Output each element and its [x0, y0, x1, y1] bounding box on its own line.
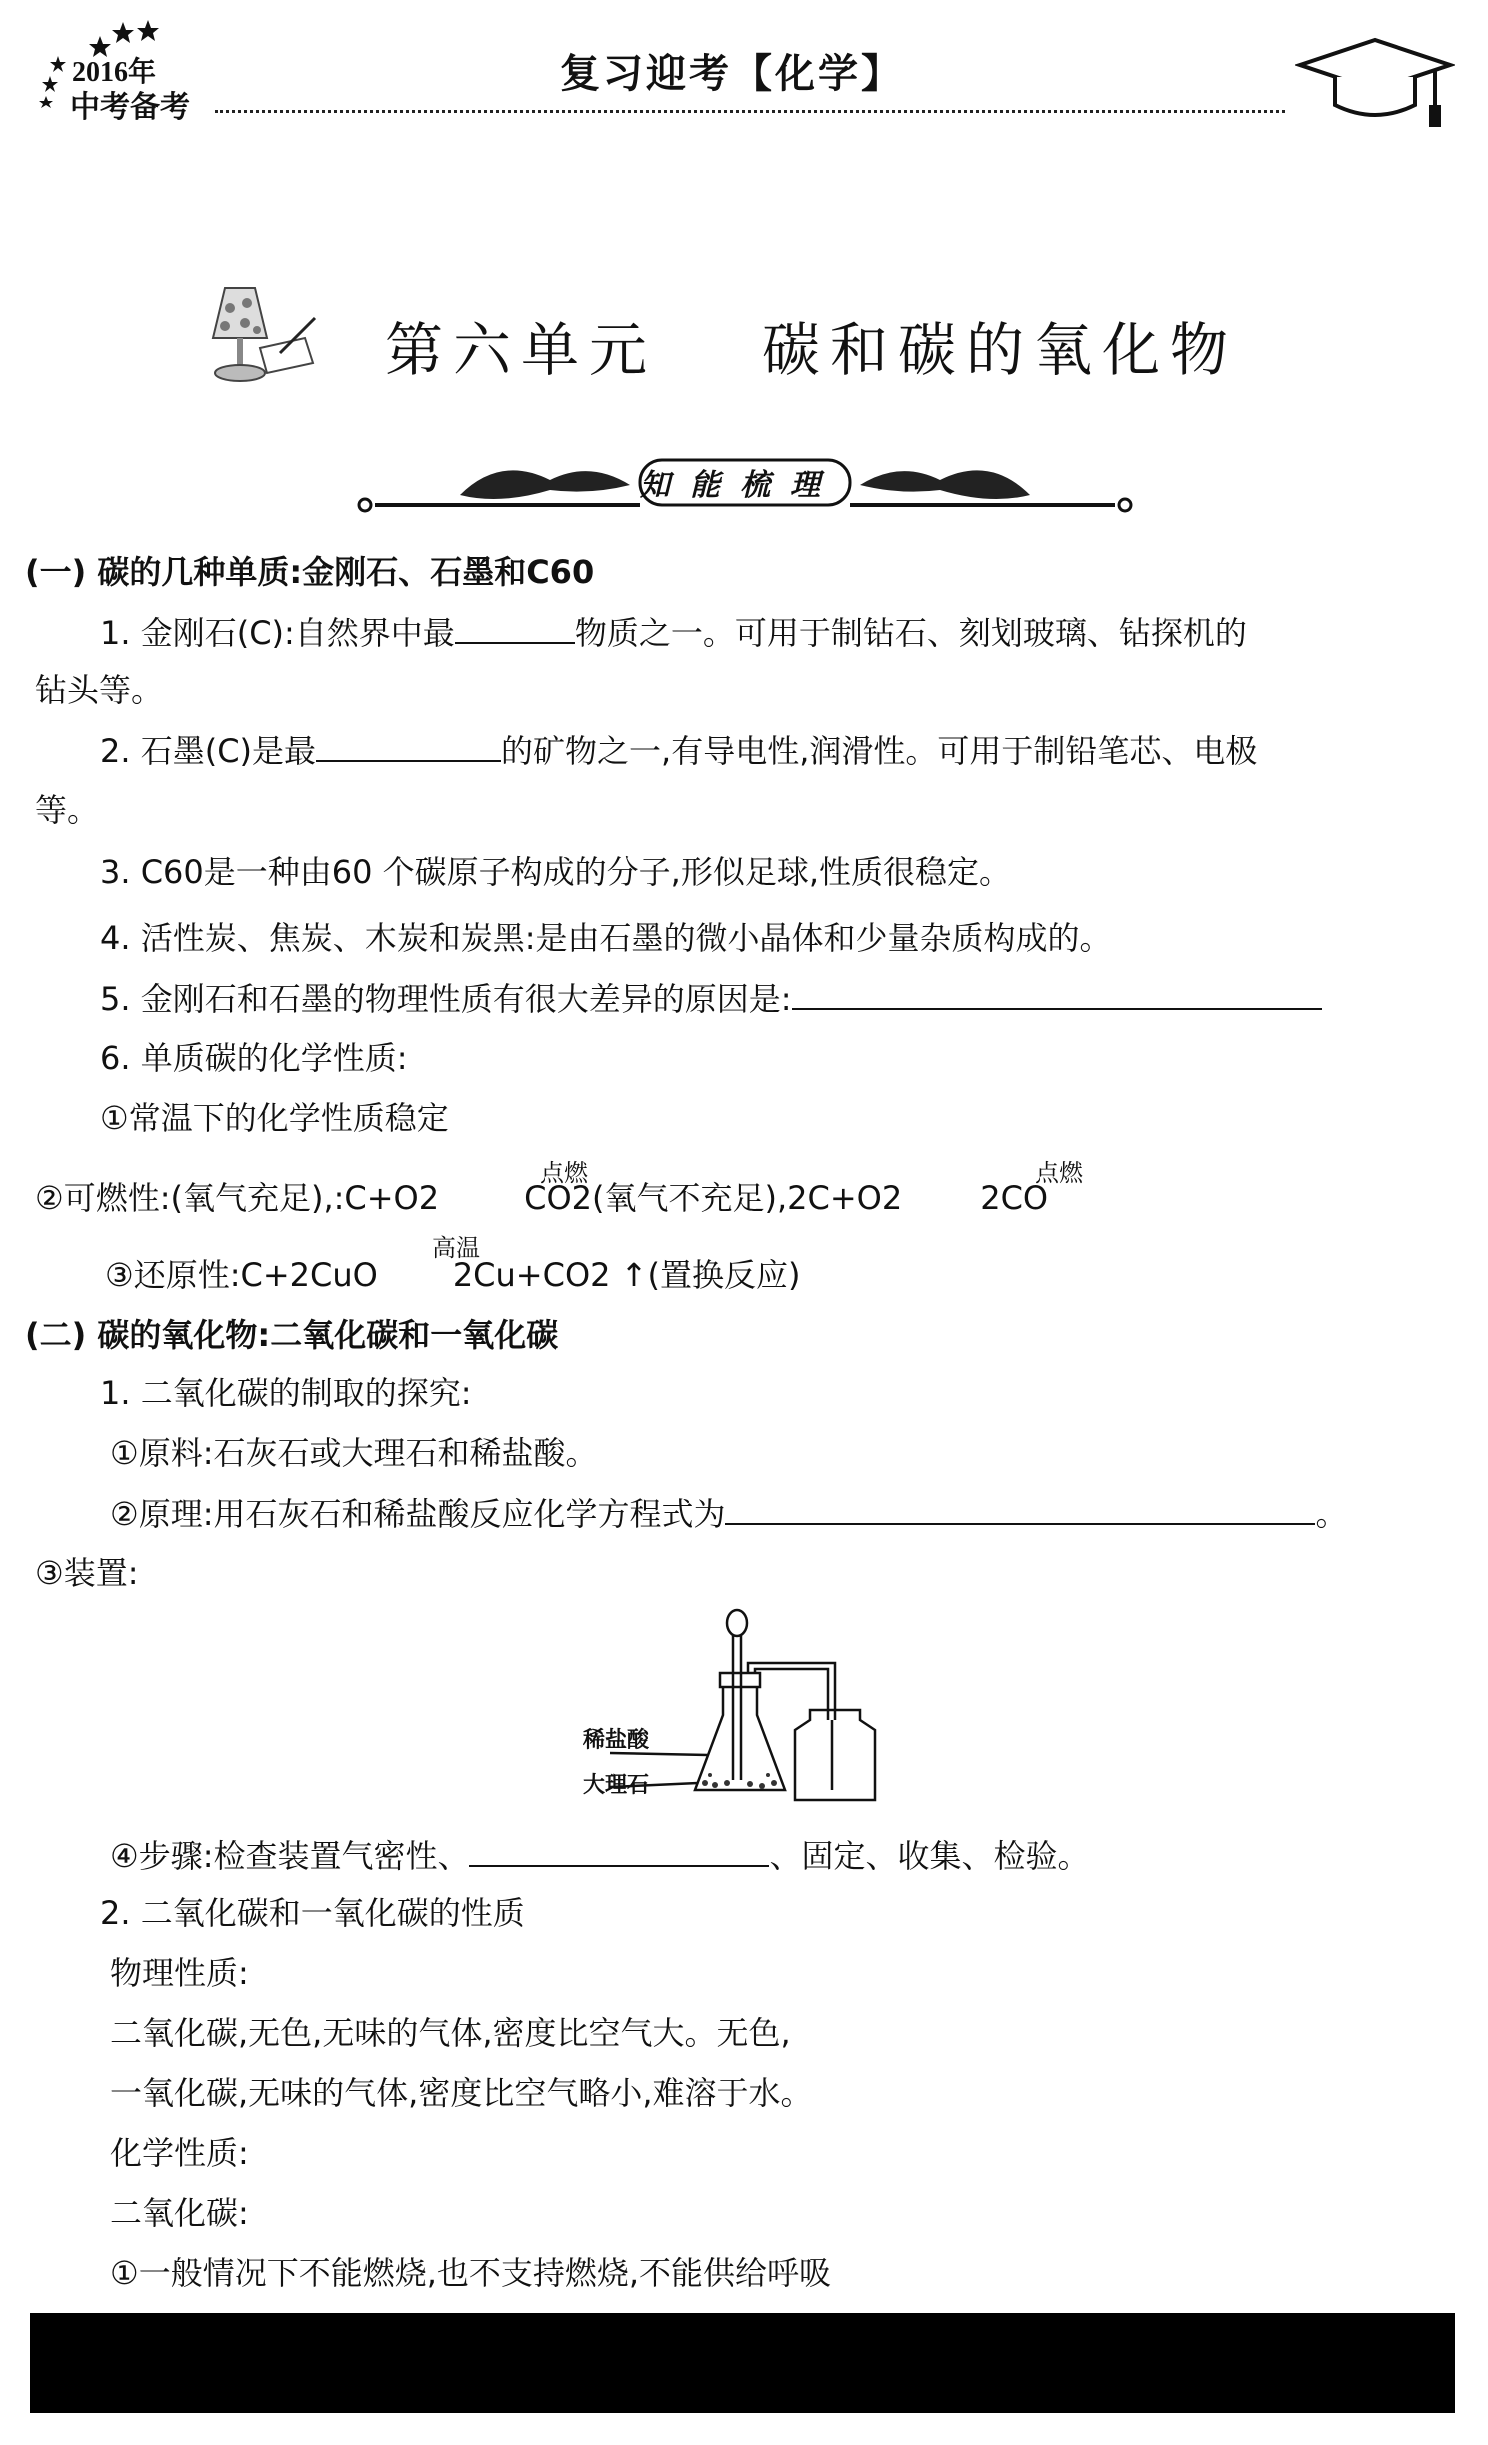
text-line: 4. 活性炭、焦炭、木炭和炭黑:是由石墨的微小晶体和少量杂质构成的。 [100, 919, 1112, 957]
reaction-condition: 高温 [432, 1234, 480, 1262]
header-divider [215, 110, 1285, 113]
text-segment: 1. 金刚石(C):自然界中最 [100, 614, 455, 652]
text-line: 1. 二氧化碳的制取的探究: [100, 1374, 472, 1412]
fill-blank[interactable] [316, 730, 501, 762]
unit-title: 碳和碳的氧化物 [762, 316, 1239, 384]
text-line: 钻头等。 [35, 671, 164, 709]
equation-line [35, 1178, 1048, 1218]
unit-number: 第六单元 [385, 316, 658, 384]
banner-label: 知能梳理 [640, 468, 840, 503]
section-heading-2: (二) 碳的氧化物:二氧化碳和一氧化碳 [25, 1316, 559, 1354]
text-segment: 2CO [980, 1179, 1049, 1217]
diagram-label-marble: 大理石 [583, 1773, 650, 1798]
text-segment: 2Cu+CO2 ↑(置换反应) [452, 1256, 801, 1294]
text-line [110, 1835, 1090, 1876]
section-heading-1: (一) 碳的几种单质:金刚石、石墨和C60 [25, 553, 595, 591]
text-line: 物理性质: [110, 1954, 249, 1992]
text-segment: ④步骤:检查装置气密性、 [110, 1837, 470, 1875]
graduation-cap-icon [1295, 35, 1455, 130]
text-line [100, 612, 1247, 653]
text-line: 二氧化碳: [110, 2194, 249, 2232]
fill-blank[interactable] [455, 612, 575, 644]
text-line [110, 1493, 1348, 1534]
text-segment: 。 [1315, 1495, 1348, 1533]
header-year: 2016年 [72, 57, 157, 88]
text-segment: 物质之一。可用于制钻石、刻划玻璃、钻探机的 [574, 614, 1247, 652]
diagram-label-acid: 稀盐酸 [583, 1728, 650, 1753]
equation-line [105, 1255, 800, 1295]
text-line: 等。 [35, 791, 100, 829]
text-segment: 5. 金刚石和石墨的物理性质有很大差异的原因是: [100, 980, 792, 1018]
text-line: 6. 单质碳的化学性质: [100, 1039, 408, 1077]
fill-blank[interactable] [792, 978, 1322, 1010]
text-segment: 的矿物之一,有导电性,润滑性。可用于制铅笔芯、电极 [501, 732, 1258, 770]
text-line: 一氧化碳,无味的气体,密度比空气略小,难溶于水。 [110, 2074, 813, 2112]
text-line: ①常温下的化学性质稳定 [100, 1099, 449, 1137]
text-segment: ②可燃性:(氧气充足),:C+O2 [35, 1179, 440, 1217]
text-line: ③装置: [35, 1554, 139, 1592]
text-line: ①原料:石灰石或大理石和稀盐酸。 [110, 1434, 598, 1472]
text-line [100, 730, 1257, 771]
fill-blank[interactable] [725, 1493, 1315, 1525]
reaction-condition: 点燃 [540, 1159, 588, 1187]
text-line: 3. C60是一种由60 个碳原子构成的分子,形似足球,性质很稳定。 [100, 853, 1012, 891]
text-segment: ②原理:用石灰石和稀盐酸反应化学方程式为 [110, 1495, 726, 1533]
text-line: 化学性质: [110, 2134, 249, 2172]
reaction-condition: 点燃 [1035, 1159, 1083, 1187]
text-line: ①一般情况下不能燃烧,也不支持燃烧,不能供给呼吸 [110, 2254, 832, 2292]
footer-bar [30, 2313, 1455, 2413]
text-segment: 2. 石墨(C)是最 [100, 732, 317, 770]
text-segment: CO2(氧气不充足),2C+O2 [524, 1179, 903, 1217]
fill-blank[interactable] [469, 1835, 769, 1867]
header-exam-label: 中考备考 [70, 91, 190, 124]
text-line: 二氧化碳,无色,无味的气体,密度比空气大。无色, [110, 2014, 791, 2052]
text-line: 2. 二氧化碳和一氧化碳的性质 [100, 1894, 525, 1932]
lamp-icon [195, 278, 320, 388]
text-line [100, 978, 1322, 1019]
text-segment: ③还原性:C+2CuO [105, 1256, 378, 1294]
text-segment: 、固定、收集、检验。 [769, 1837, 1090, 1875]
header-title: 复习迎考【化学】 [560, 50, 904, 97]
